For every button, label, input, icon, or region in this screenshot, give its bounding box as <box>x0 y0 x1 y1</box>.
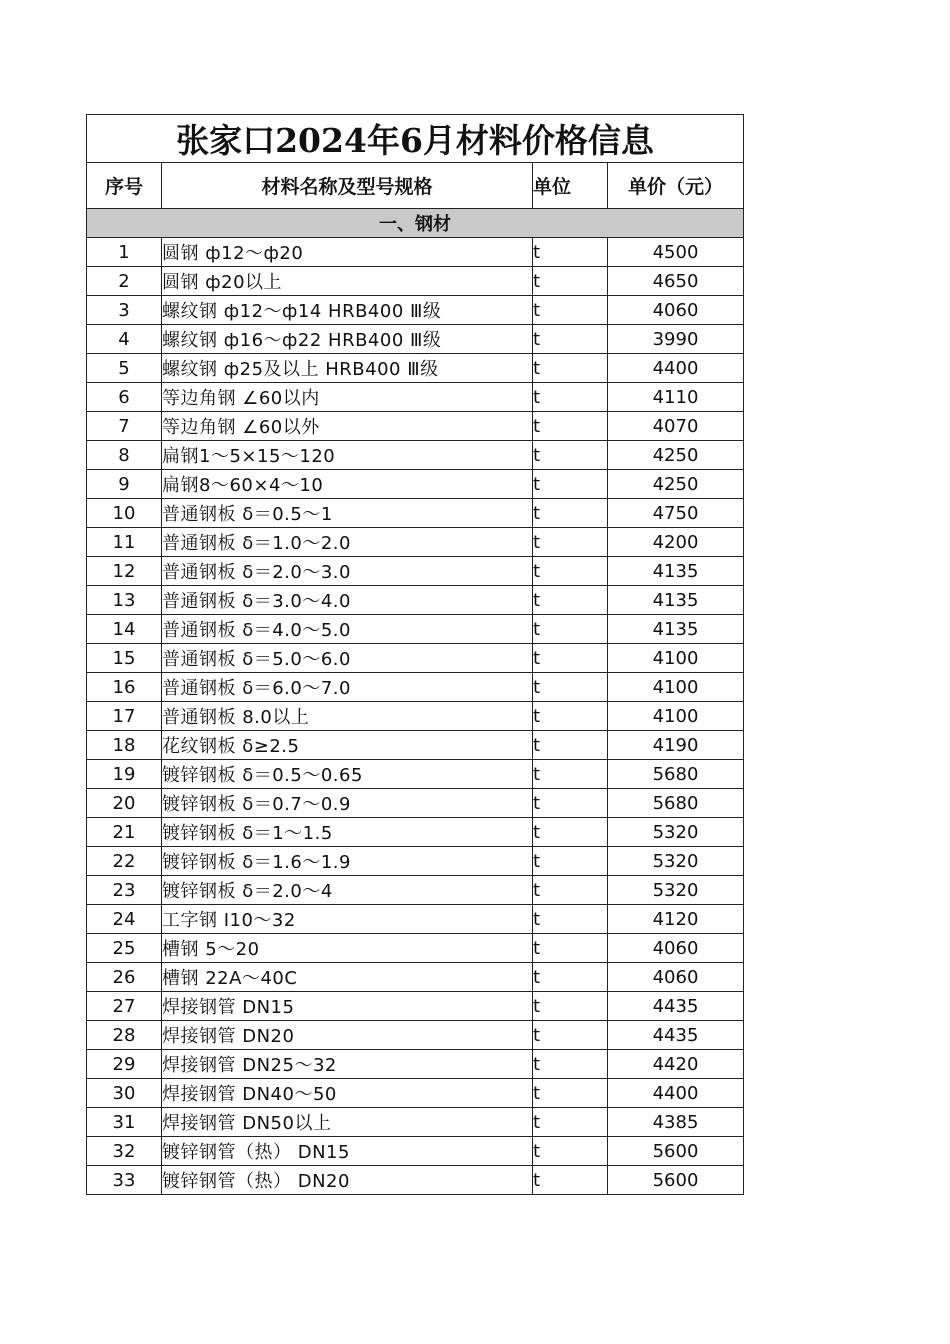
row-number: 6 <box>87 383 162 412</box>
unit: t <box>533 1166 608 1195</box>
material-name: 普通钢板 δ＝3.0～4.0 <box>162 586 533 615</box>
unit-price: 4070 <box>608 412 744 441</box>
unit-price: 4060 <box>608 296 744 325</box>
unit-price: 4110 <box>608 383 744 412</box>
table-row <box>87 760 744 789</box>
material-name: 圆钢 ф20以上 <box>162 267 533 296</box>
row-number: 28 <box>87 1021 162 1050</box>
unit-price: 4060 <box>608 963 744 992</box>
unit: t <box>533 702 608 731</box>
unit: t <box>533 470 608 499</box>
table-row <box>87 1108 744 1137</box>
material-name: 螺纹钢 ф16～ф22 HRB400 Ⅲ级 <box>162 325 533 354</box>
section-heading: 一、钢材 <box>87 209 744 238</box>
unit: t <box>533 789 608 818</box>
material-name: 焊接钢管 DN15 <box>162 992 533 1021</box>
material-name: 等边角钢 ∠60以内 <box>162 383 533 412</box>
table-row <box>87 1079 744 1108</box>
row-number: 22 <box>87 847 162 876</box>
table-row <box>87 992 744 1021</box>
table-row <box>87 470 744 499</box>
unit-price: 4250 <box>608 470 744 499</box>
header-name: 材料名称及型号规格 <box>162 163 533 209</box>
unit: t <box>533 673 608 702</box>
table-row <box>87 296 744 325</box>
table-row <box>87 963 744 992</box>
material-name: 镀锌钢管（热） DN20 <box>162 1166 533 1195</box>
unit-price: 4135 <box>608 586 744 615</box>
unit: t <box>533 412 608 441</box>
table-row <box>87 325 744 354</box>
table-row <box>87 499 744 528</box>
material-name: 焊接钢管 DN25～32 <box>162 1050 533 1079</box>
material-name: 焊接钢管 DN40～50 <box>162 1079 533 1108</box>
table-row <box>87 847 744 876</box>
table-row <box>87 412 744 441</box>
row-number: 15 <box>87 644 162 673</box>
unit: t <box>533 934 608 963</box>
table-row <box>87 905 744 934</box>
unit: t <box>533 847 608 876</box>
material-name: 普通钢板 δ＝6.0～7.0 <box>162 673 533 702</box>
table-row <box>87 673 744 702</box>
unit: t <box>533 963 608 992</box>
unit-price: 4100 <box>608 702 744 731</box>
unit-price: 4100 <box>608 673 744 702</box>
unit-price: 5600 <box>608 1166 744 1195</box>
row-number: 19 <box>87 760 162 789</box>
row-number: 20 <box>87 789 162 818</box>
row-number: 33 <box>87 1166 162 1195</box>
unit-price: 4190 <box>608 731 744 760</box>
table-row <box>87 586 744 615</box>
header-price: 单价（元） <box>608 163 744 209</box>
unit-price: 4250 <box>608 441 744 470</box>
row-number: 16 <box>87 673 162 702</box>
table-row <box>87 644 744 673</box>
unit-price: 3990 <box>608 325 744 354</box>
unit-price: 4420 <box>608 1050 744 1079</box>
unit-price: 5320 <box>608 876 744 905</box>
material-name: 花纹钢板 δ≥2.5 <box>162 731 533 760</box>
material-name: 镀锌钢板 δ＝2.0～4 <box>162 876 533 905</box>
table-row <box>87 818 744 847</box>
table-row <box>87 934 744 963</box>
unit: t <box>533 238 608 267</box>
unit: t <box>533 615 608 644</box>
header-no: 序号 <box>87 163 162 209</box>
unit-price: 4500 <box>608 238 744 267</box>
unit-price: 4135 <box>608 615 744 644</box>
unit-price: 5320 <box>608 847 744 876</box>
row-number: 25 <box>87 934 162 963</box>
material-name: 圆钢 ф12～ф20 <box>162 238 533 267</box>
material-name: 螺纹钢 ф25及以上 HRB400 Ⅲ级 <box>162 354 533 383</box>
table-row <box>87 557 744 586</box>
material-name: 螺纹钢 ф12～ф14 HRB400 Ⅲ级 <box>162 296 533 325</box>
header-row <box>87 163 744 209</box>
unit: t <box>533 1079 608 1108</box>
unit-price: 4435 <box>608 992 744 1021</box>
unit-price: 5600 <box>608 1137 744 1166</box>
row-number: 32 <box>87 1137 162 1166</box>
material-name: 等边角钢 ∠60以外 <box>162 412 533 441</box>
table-row <box>87 238 744 267</box>
row-number: 23 <box>87 876 162 905</box>
table-row <box>87 383 744 412</box>
material-name: 普通钢板 8.0以上 <box>162 702 533 731</box>
row-number: 5 <box>87 354 162 383</box>
section-row <box>87 209 744 238</box>
unit-price: 4135 <box>608 557 744 586</box>
material-name: 普通钢板 δ＝1.0～2.0 <box>162 528 533 557</box>
unit-price: 4400 <box>608 1079 744 1108</box>
unit: t <box>533 499 608 528</box>
table-row <box>87 441 744 470</box>
row-number: 11 <box>87 528 162 557</box>
unit: t <box>533 296 608 325</box>
table-row <box>87 528 744 557</box>
unit-price: 5680 <box>608 760 744 789</box>
unit-price: 4750 <box>608 499 744 528</box>
unit: t <box>533 267 608 296</box>
row-number: 31 <box>87 1108 162 1137</box>
material-name: 镀锌钢板 δ＝0.5～0.65 <box>162 760 533 789</box>
unit: t <box>533 528 608 557</box>
table-row <box>87 615 744 644</box>
material-name: 镀锌钢板 δ＝1～1.5 <box>162 818 533 847</box>
unit: t <box>533 586 608 615</box>
row-number: 3 <box>87 296 162 325</box>
unit: t <box>533 992 608 1021</box>
row-number: 13 <box>87 586 162 615</box>
material-name: 工字钢 Ⅰ10～32 <box>162 905 533 934</box>
unit: t <box>533 905 608 934</box>
table-row <box>87 702 744 731</box>
material-name: 普通钢板 δ＝4.0～5.0 <box>162 615 533 644</box>
material-name: 扁钢1～5×15～120 <box>162 441 533 470</box>
page-title: 张家口2024年6月材料价格信息 <box>87 115 744 163</box>
unit-price: 4060 <box>608 934 744 963</box>
table-row <box>87 1050 744 1079</box>
row-number: 12 <box>87 557 162 586</box>
material-name: 镀锌钢板 δ＝0.7～0.9 <box>162 789 533 818</box>
unit-price: 4100 <box>608 644 744 673</box>
row-number: 30 <box>87 1079 162 1108</box>
material-name: 焊接钢管 DN20 <box>162 1021 533 1050</box>
row-number: 26 <box>87 963 162 992</box>
table-row <box>87 354 744 383</box>
material-name: 扁钢8～60×4～10 <box>162 470 533 499</box>
unit: t <box>533 325 608 354</box>
material-name: 普通钢板 δ＝2.0～3.0 <box>162 557 533 586</box>
header-unit: 单位 <box>533 163 608 209</box>
table-row <box>87 1021 744 1050</box>
unit: t <box>533 731 608 760</box>
row-number: 1 <box>87 238 162 267</box>
row-number: 7 <box>87 412 162 441</box>
unit: t <box>533 760 608 789</box>
unit: t <box>533 354 608 383</box>
material-name: 普通钢板 δ＝0.5～1 <box>162 499 533 528</box>
row-number: 14 <box>87 615 162 644</box>
unit: t <box>533 557 608 586</box>
unit-price: 4120 <box>608 905 744 934</box>
unit-price: 4400 <box>608 354 744 383</box>
unit-price: 4200 <box>608 528 744 557</box>
row-number: 24 <box>87 905 162 934</box>
row-number: 29 <box>87 1050 162 1079</box>
table-row <box>87 1137 744 1166</box>
material-name: 镀锌钢板 δ＝1.6～1.9 <box>162 847 533 876</box>
unit-price: 4435 <box>608 1021 744 1050</box>
unit-price: 5680 <box>608 789 744 818</box>
row-number: 18 <box>87 731 162 760</box>
unit-price: 4650 <box>608 267 744 296</box>
unit: t <box>533 876 608 905</box>
title-row <box>87 115 744 163</box>
unit: t <box>533 644 608 673</box>
unit-price: 5320 <box>608 818 744 847</box>
unit: t <box>533 1108 608 1137</box>
row-number: 8 <box>87 441 162 470</box>
material-name: 镀锌钢管（热） DN15 <box>162 1137 533 1166</box>
row-number: 21 <box>87 818 162 847</box>
table-row <box>87 267 744 296</box>
price-table <box>86 114 744 1195</box>
unit-price: 4385 <box>608 1108 744 1137</box>
unit: t <box>533 441 608 470</box>
row-number: 9 <box>87 470 162 499</box>
unit: t <box>533 818 608 847</box>
row-number: 27 <box>87 992 162 1021</box>
table-row <box>87 789 744 818</box>
table-row <box>87 731 744 760</box>
table-row <box>87 1166 744 1195</box>
unit: t <box>533 1137 608 1166</box>
row-number: 4 <box>87 325 162 354</box>
row-number: 10 <box>87 499 162 528</box>
material-name: 普通钢板 δ＝5.0～6.0 <box>162 644 533 673</box>
material-name: 焊接钢管 DN50以上 <box>162 1108 533 1137</box>
material-name: 槽钢 22A～40C <box>162 963 533 992</box>
unit: t <box>533 1021 608 1050</box>
table-row <box>87 876 744 905</box>
row-number: 2 <box>87 267 162 296</box>
row-number: 17 <box>87 702 162 731</box>
material-name: 槽钢 5～20 <box>162 934 533 963</box>
unit: t <box>533 1050 608 1079</box>
unit: t <box>533 383 608 412</box>
